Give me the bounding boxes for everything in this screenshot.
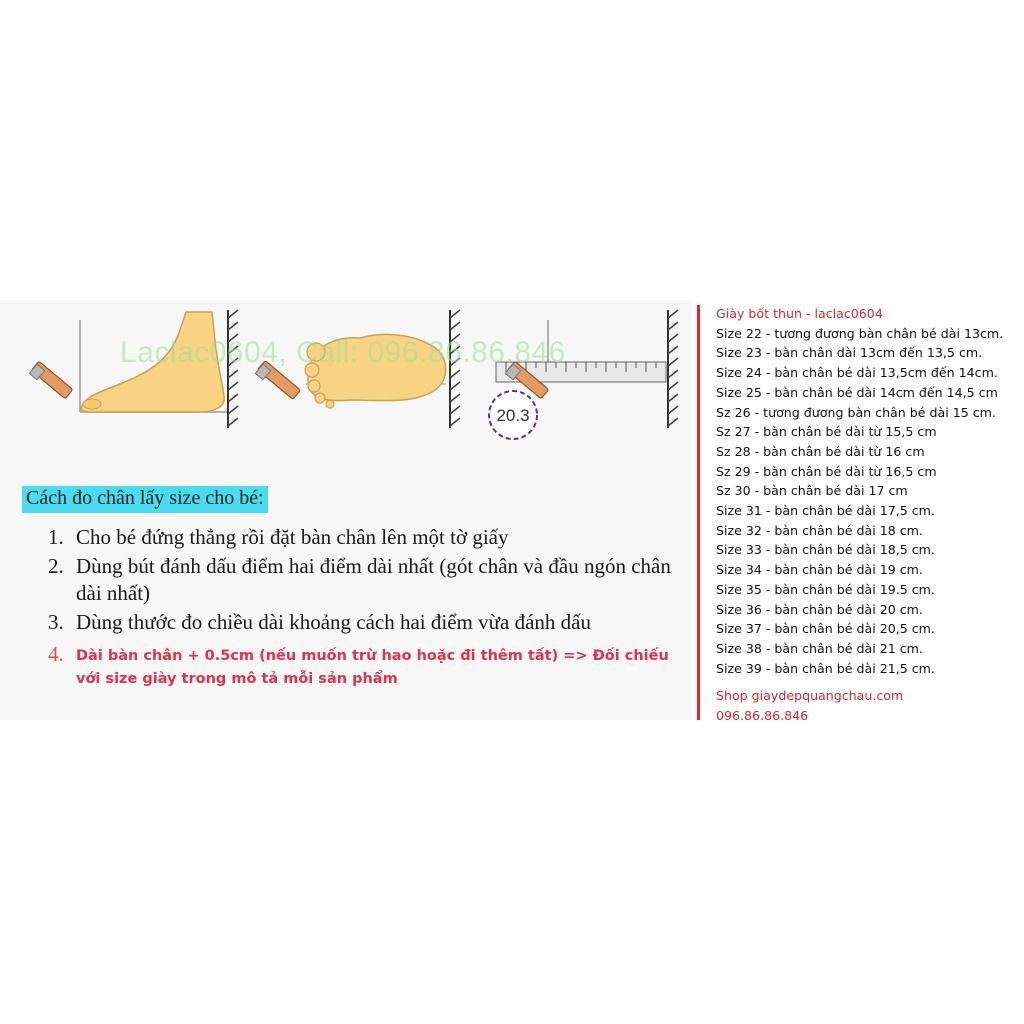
step-text: Dùng thước đo chiều dài khoảng cách hai điểm vừa đánh dấu — [76, 610, 591, 634]
measure-label: 20.3 — [496, 406, 530, 425]
step-number: 2. — [48, 554, 64, 578]
ruler-panel — [489, 310, 678, 439]
step-number: 3. — [48, 610, 64, 634]
size-row: Size 23 - bàn chân dài 13cm đến 13,5 cm. — [716, 345, 983, 361]
instruction-step — [48, 524, 688, 551]
size-row: Size 35 - bàn chân bé dài 19.5 cm. — [716, 581, 935, 597]
size-row: Size 39 - bàn chân bé dài 21,5 cm. — [716, 660, 935, 676]
watermark: Laclac0604, Call: 096.86.86.846 — [120, 336, 566, 369]
shop-link[interactable]: Shop giaydepquangchau.com — [716, 688, 904, 704]
size-row: Size 24 - bàn chân bé dài 13,5cm đến 14cm. — [716, 365, 998, 381]
size-row: Size 33 - bàn chân bé dài 18,5 cm. — [716, 542, 935, 558]
size-row: Size 22 - tương đương bàn chân bé dài 13cm. — [716, 325, 1004, 341]
size-row: Size 38 - bàn chân bé dài 21 cm. — [716, 640, 923, 656]
instructions-heading: Cách đo chân lấy size cho bé: — [22, 486, 268, 513]
shop-phone: 096.86.86.846 — [716, 708, 809, 724]
foot-measurement-illustration — [0, 300, 692, 460]
instructions-steps — [48, 524, 688, 638]
size-chart-title: Giày bốt thun - laclac0604 — [716, 306, 883, 321]
step-text: Dài bàn chân + 0.5cm (nếu muốn trừ hao hoặc đi thêm tất) => Đối chiếu với size giày trong mô tả mỗi sản phẩm — [76, 648, 669, 687]
instruction-step — [48, 609, 688, 636]
size-row: Size 37 - bàn chân bé dài 20,5 cm. — [716, 621, 935, 637]
size-row: Sz 27 - bàn chân bé dài từ 15,5 cm — [716, 424, 937, 440]
size-row: Sz 29 - bàn chân bé dài từ 16,5 cm — [716, 463, 937, 479]
measurement-guide-panel — [0, 300, 692, 720]
step-number: 1. — [48, 525, 64, 549]
step-text: Dùng bút đánh dấu điểm hai điểm dài nhất (gót chân và đầu ngón chân dài nhất) — [76, 554, 671, 605]
divider-bar — [697, 305, 700, 720]
size-row: Size 36 - bàn chân bé dài 20 cm. — [716, 601, 923, 617]
size-row: Sz 26 - tương đương bàn chân bé dài 15 cm. — [716, 404, 996, 420]
size-row: Size 34 - bàn chân bé dài 19 cm. — [716, 562, 923, 578]
size-row: Size 31 - bàn chân bé dài 17,5 cm. — [716, 503, 935, 519]
instruction-step — [48, 553, 688, 607]
size-row: Sz 30 - bàn chân bé dài 17 cm — [716, 483, 908, 499]
step-text: Cho bé đứng thẳng rồi đặt bàn chân lên một tờ giấy — [76, 525, 509, 549]
size-row: Size 25 - bàn chân bé dài 14cm đến 14,5 cm — [716, 384, 998, 400]
size-row: Sz 28 - bàn chân bé dài từ 16 cm — [716, 443, 925, 459]
size-chart — [716, 304, 1022, 726]
step-number: 4. — [48, 642, 64, 666]
size-row: Size 32 - bàn chân bé dài 18 cm. — [716, 522, 923, 538]
pencil-icon — [29, 361, 72, 398]
